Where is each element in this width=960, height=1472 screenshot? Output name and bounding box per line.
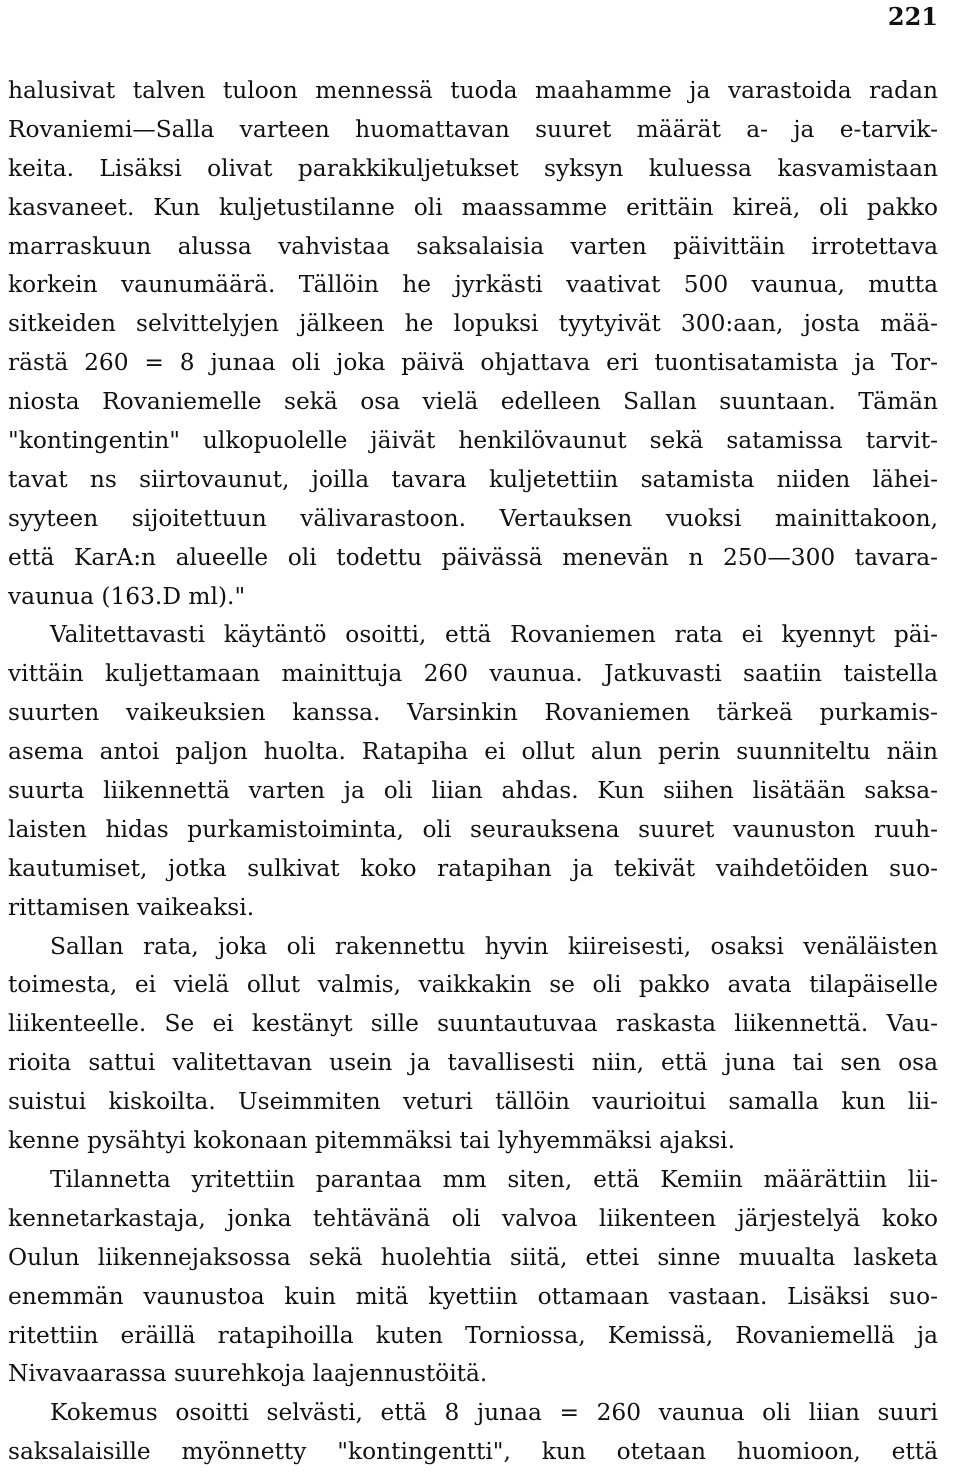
text-line: saksalaisille myönnetty "kontingentti", kun otetaan huomioon, että: [8, 1438, 938, 1466]
text-line: suurten vaikeuksien kanssa. Varsinkin Rovaniemen tärkeä purkamis-: [8, 699, 938, 727]
text-line: vaunua (163.D ml).": [8, 582, 246, 610]
text-line: tavat ns siirtovaunut, joilla tavara kuljetettiin satamista niiden lähei-: [8, 465, 938, 493]
text-line: syyteen sijoitettuun välivarastoon. Vertauksen vuoksi mainittakoon,: [8, 504, 938, 532]
text-line: rioita sattui valitettavan usein ja tavallisesti niin, että juna tai sen osa: [8, 1049, 938, 1077]
text-line: keita. Lisäksi olivat parakkikuljetukset syksyn kuluessa kasvamistaan: [8, 154, 938, 182]
text-line: marraskuun alussa vahvistaa saksalaisia varten päivittäin irrotettava: [8, 232, 938, 260]
text-line: Sallan rata, joka oli rakennettu hyvin kiireisesti, osaksi venäläisten: [50, 932, 938, 960]
text-line: kasvaneet. Kun kuljetustilanne oli maassamme erittäin kireä, oli pakko: [8, 193, 938, 221]
paragraph: [8, 72, 938, 616]
text-line: halusivat talven tuloon mennessä tuoda maahamme ja varastoida radan: [8, 77, 938, 104]
text-line: Tilannetta yritettiin parantaa mm siten, että Kemiin määrättiin lii-: [50, 1165, 938, 1193]
text-line: suurta liikennettä varten ja oli liian ahdas. Kun siihen lisätään saksa-: [8, 777, 938, 805]
text-line: kenne pysähtyi kokonaan pitemmäksi tai lyhyemmäksi ajaksi.: [8, 1127, 736, 1155]
text-line: rittamisen vaikeaksi.: [8, 893, 255, 921]
paragraph: [8, 928, 938, 1161]
paragraph: [8, 616, 938, 927]
text-line: sitkeiden selvittelyjen jälkeen he lopuksi tyytyivät 300:aan, josta mää-: [8, 310, 938, 338]
text-line: enemmän vaunustoa kuin mitä kyettiin ottamaan vastaan. Lisäksi suo-: [8, 1282, 938, 1310]
body-text: [8, 72, 938, 1472]
text-line: "kontingentin" ulkopuolelle jäivät henkilövaunut sekä satamissa tarvit-: [8, 427, 938, 455]
text-line: rästä 260 = 8 junaa oli joka päivä ohjattava eri tuontisatamista ja Tor-: [8, 349, 938, 377]
text-line: että KarA:n alueelle oli todettu päivässä menevän n 250—300 tavara-: [8, 543, 938, 571]
text-line: asema antoi paljon huolta. Ratapiha ei ollut alun perin suunniteltu näin: [8, 738, 938, 766]
text-line: kennetarkastaja, jonka tehtävänä oli valvoa liikenteen järjestelyä koko: [8, 1204, 938, 1232]
text-line: Rovaniemi—Salla varteen huomattavan suuret määrät a- ja e-tarvik-: [8, 115, 938, 143]
text-line: liikenteelle. Se ei kestänyt sille suuntautuvaa raskasta liikennettä. Vau-: [8, 1010, 938, 1038]
text-line: Kokemus osoitti selvästi, että 8 junaa = 260 vaunua oli liian suuri: [50, 1399, 938, 1427]
text-line: toimesta, ei vielä ollut valmis, vaikkakin se oli pakko avata tilapäiselle: [8, 971, 938, 999]
page-number: 221: [887, 2, 938, 31]
paragraph: [8, 1161, 938, 1394]
text-line: ritettiin eräillä ratapihoilla kuten Torniossa, Kemissä, Rovaniemellä ja: [8, 1321, 938, 1349]
text-line: Valitettavasti käytäntö osoitti, että Rovaniemen rata ei kyennyt päi-: [50, 621, 938, 649]
text-line: vittäin kuljettamaan mainittuja 260 vaunua. Jatkuvasti saatiin taistella: [8, 660, 938, 688]
text-line: suistui kiskoilta. Useimmiten veturi tällöin vaurioitui samalla kun lii-: [8, 1088, 938, 1116]
paragraph: [8, 1394, 938, 1472]
text-line: kautumiset, jotka sulkivat koko ratapihan ja tekivät vaihdetöiden suo-: [8, 854, 938, 882]
text-line: korkein vaunumäärä. Tällöin he jyrkästi vaativat 500 vaunua, mutta: [8, 271, 938, 299]
text-line: laisten hidas purkamistoiminta, oli seurauksena suuret vaunuston ruuh-: [8, 815, 938, 843]
text-line: Nivavaarassa suurehkoja laajennustöitä.: [8, 1360, 488, 1388]
text-line: niosta Rovaniemelle sekä osa vielä edelleen Sallan suuntaan. Tämän: [8, 388, 938, 416]
text-line: Oulun liikennejaksossa sekä huolehtia siitä, ettei sinne muualta lasketa: [8, 1243, 938, 1271]
